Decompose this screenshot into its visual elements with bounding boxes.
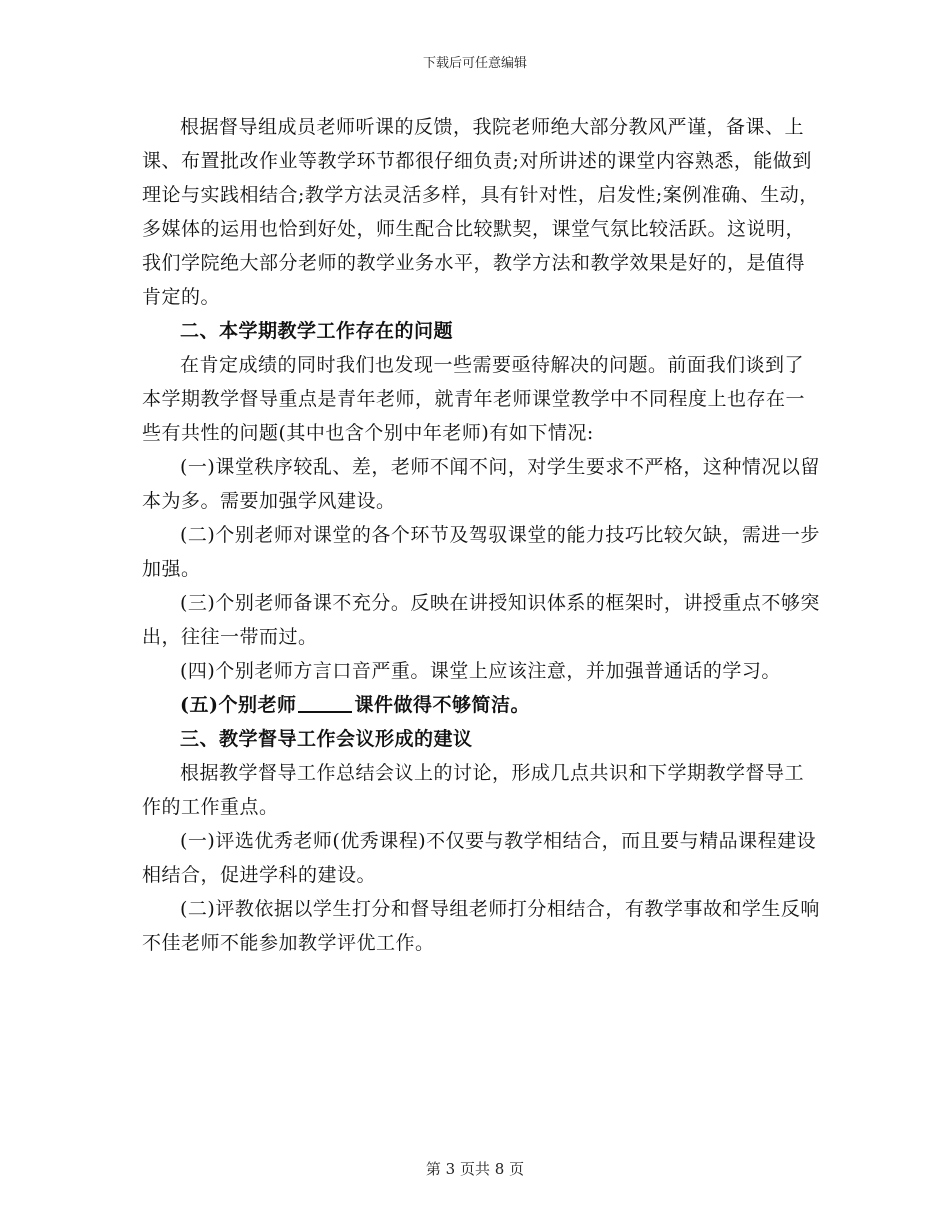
list-item-problem-5 — [142, 688, 822, 722]
paragraph-suggestions-intro: 根据教学督导工作总结会议上的讨论，形成几点共识和下学期教学督导工作的工作重点。 — [142, 762, 805, 818]
fill-in-blank — [298, 691, 352, 713]
list-item-problem-2: (二)个别老师对课堂的各个环节及驾驭课堂的能力技巧比较欠缺，需进一步加强。 — [142, 524, 820, 580]
list-item-problem-3: (三)个别老师备课不充分。反映在讲授知识体系的框架时，讲授重点不够突出，往往一带而过。 — [142, 592, 820, 648]
problem-5-before-blank: (五)个别老师 — [180, 694, 297, 716]
list-item-suggestion-2: (二)评教依据以学生打分和督导组老师打分相结合，有教学事故和学生反响不佳老师不能参加教学评优工作。 — [142, 898, 820, 954]
section-heading-problems: 二、本学期教学工作存在的问题 — [180, 320, 454, 342]
section-heading-suggestions: 三、教学督导工作会议形成的建议 — [180, 728, 473, 750]
list-item-problem-4: (四)个别老师方言口音严重。课堂上应该注意，并加强普通话的学习。 — [180, 660, 781, 682]
page-footer: 第 3 页共 8 页 — [425, 1160, 525, 1178]
list-item-suggestion-1: (一)评选优秀老师(优秀课程)不仅要与教学相结合，而且要与精品课程建设相结合，促进学科的建设。 — [142, 830, 817, 886]
document-body — [142, 110, 822, 960]
problem-5-after-blank: 课件做得不够简洁。 — [354, 694, 530, 716]
paragraph-problems-intro: 在肯定成绩的同时我们也发现一些需要亟待解决的问题。前面我们谈到了本学期教学督导重点是青年老师，就青年老师课堂教学中不同程度上也存在一些有共性的问题(其中也含个别中年老师)有如下情况: — [142, 354, 806, 444]
list-item-problem-1: (一)课堂秩序较乱、差，老师不闻不问，对学生要求不严格，这种情况以留本为多。需要加强学风建设。 — [142, 456, 820, 512]
page-header: 下载后可任意编辑 — [422, 56, 527, 71]
paragraph-feedback: 根据督导组成员老师听课的反馈，我院老师绝大部分教风严谨，备课、上课、布置批改作业等教学环节都很仔细负责;对所讲述的课堂内容熟悉，能做到理论与实践相结合;教学方法灵活多样，具有针对性，启发性;案例准确、生动，多媒体的运用也恰到好处，师生配合比较默契，课堂气氛比较活跃。这说明，我们学院绝大部分老师的教学业务水平，教学方法和教学效果是好的，是值得肯定的。 — [142, 116, 819, 308]
